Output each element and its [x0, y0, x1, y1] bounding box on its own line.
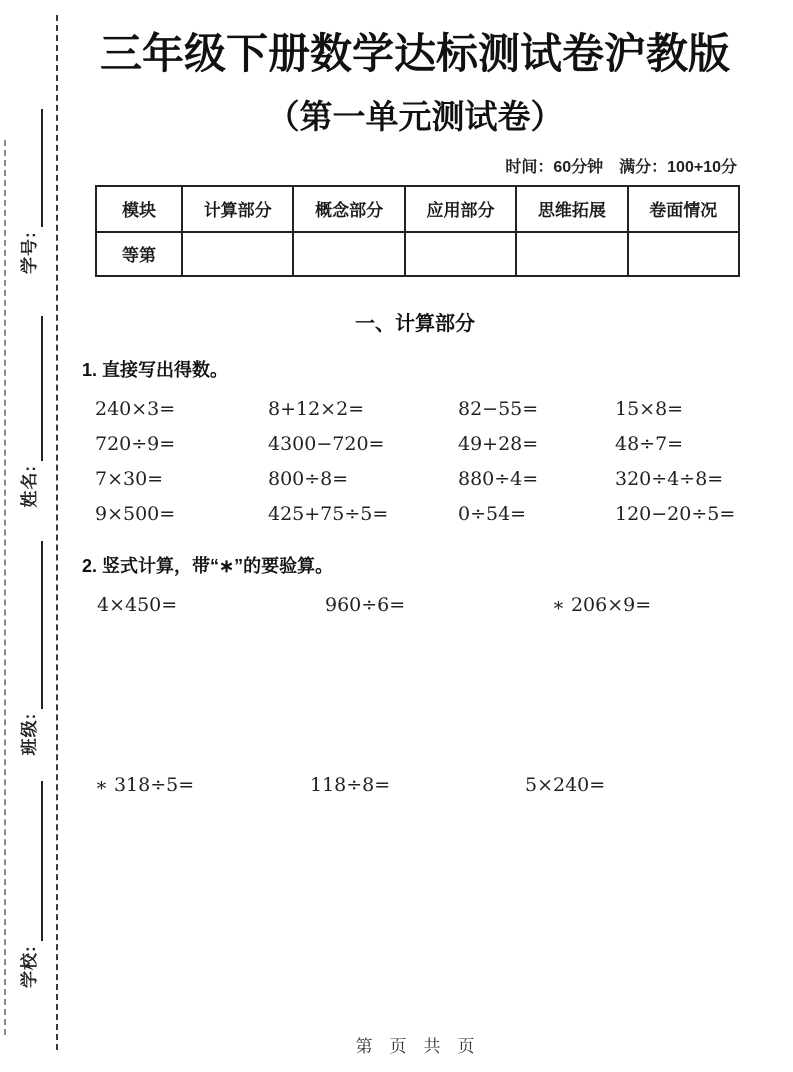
grade-cell-empty [628, 232, 739, 276]
seal-line-outer [4, 140, 6, 1035]
equation: 9×500= [95, 502, 176, 525]
field-label-name: 姓名: [20, 464, 39, 508]
equation: 4×450= [97, 593, 178, 616]
equation: 49+28= [458, 432, 539, 455]
page-footer: 第 页 共 页 [355, 1037, 475, 1056]
section-heading: 一、计算部分 [355, 312, 475, 335]
score-table-grade-row [96, 232, 739, 276]
equation: 48÷7= [615, 432, 684, 455]
equation: ∗ 318÷5= [95, 773, 195, 796]
equation: 0÷54= [458, 502, 527, 525]
equation: ∗ 206×9= [552, 593, 652, 616]
equation: 118÷8= [310, 773, 391, 796]
equation: 120−20÷5= [615, 502, 736, 525]
question-1-label: 1. 直接写出得数。 [82, 359, 229, 380]
score-table-header-row [96, 186, 739, 232]
field-label-number: 学号: [20, 231, 39, 274]
page-title: 三年级下册数学达标测试卷沪教版 [99, 30, 730, 77]
seal-line-inner [56, 15, 58, 1050]
score-header-calc: 计算部分 [182, 186, 293, 232]
class-fill-line [41, 541, 43, 709]
student-info-fields [15, 78, 49, 988]
score-header-module: 模块 [96, 186, 182, 232]
grade-cell-empty [516, 232, 627, 276]
score-header-neatness: 卷面情况 [628, 186, 739, 232]
equation: 5×240= [525, 773, 606, 796]
grade-row-label: 等第 [96, 232, 182, 276]
score-header-thinking: 思维拓展 [516, 186, 627, 232]
equation: 8+12×2= [268, 397, 365, 420]
equation: 800÷8= [268, 467, 349, 490]
school-fill-line [41, 781, 43, 941]
score-header-concept: 概念部分 [293, 186, 404, 232]
equation: 15×8= [615, 397, 684, 420]
exam-meta: 时间：60分钟 满分：100+10分 [505, 158, 737, 176]
exam-page [75, 0, 755, 800]
name-fill-line [41, 316, 43, 461]
page-subtitle: （第一单元测试卷） [266, 97, 564, 135]
equation: 4300−720= [268, 432, 385, 455]
question-1-equations [95, 392, 755, 532]
equation: 240×3= [95, 397, 176, 420]
question-2-equations-row1 [97, 590, 755, 620]
equation: 425+75÷5= [268, 502, 389, 525]
question-2-label: 2. 竖式计算，带“∗”的要验算。 [82, 555, 334, 576]
field-label-class: 班级: [20, 712, 39, 756]
equation: 82−55= [458, 397, 539, 420]
equation: 7×30= [95, 467, 164, 490]
grade-cell-empty [182, 232, 293, 276]
grade-cell-empty [405, 232, 516, 276]
equation: 960÷6= [325, 593, 406, 616]
score-header-apply: 应用部分 [405, 186, 516, 232]
question-2-equations-row2 [95, 770, 755, 800]
number-fill-line [41, 109, 43, 227]
grade-cell-empty [293, 232, 404, 276]
score-table [95, 185, 740, 277]
equation: 720÷9= [95, 432, 176, 455]
field-label-school: 学校: [20, 945, 39, 988]
equation: 880÷4= [458, 467, 539, 490]
equation: 320÷4÷8= [615, 467, 724, 490]
